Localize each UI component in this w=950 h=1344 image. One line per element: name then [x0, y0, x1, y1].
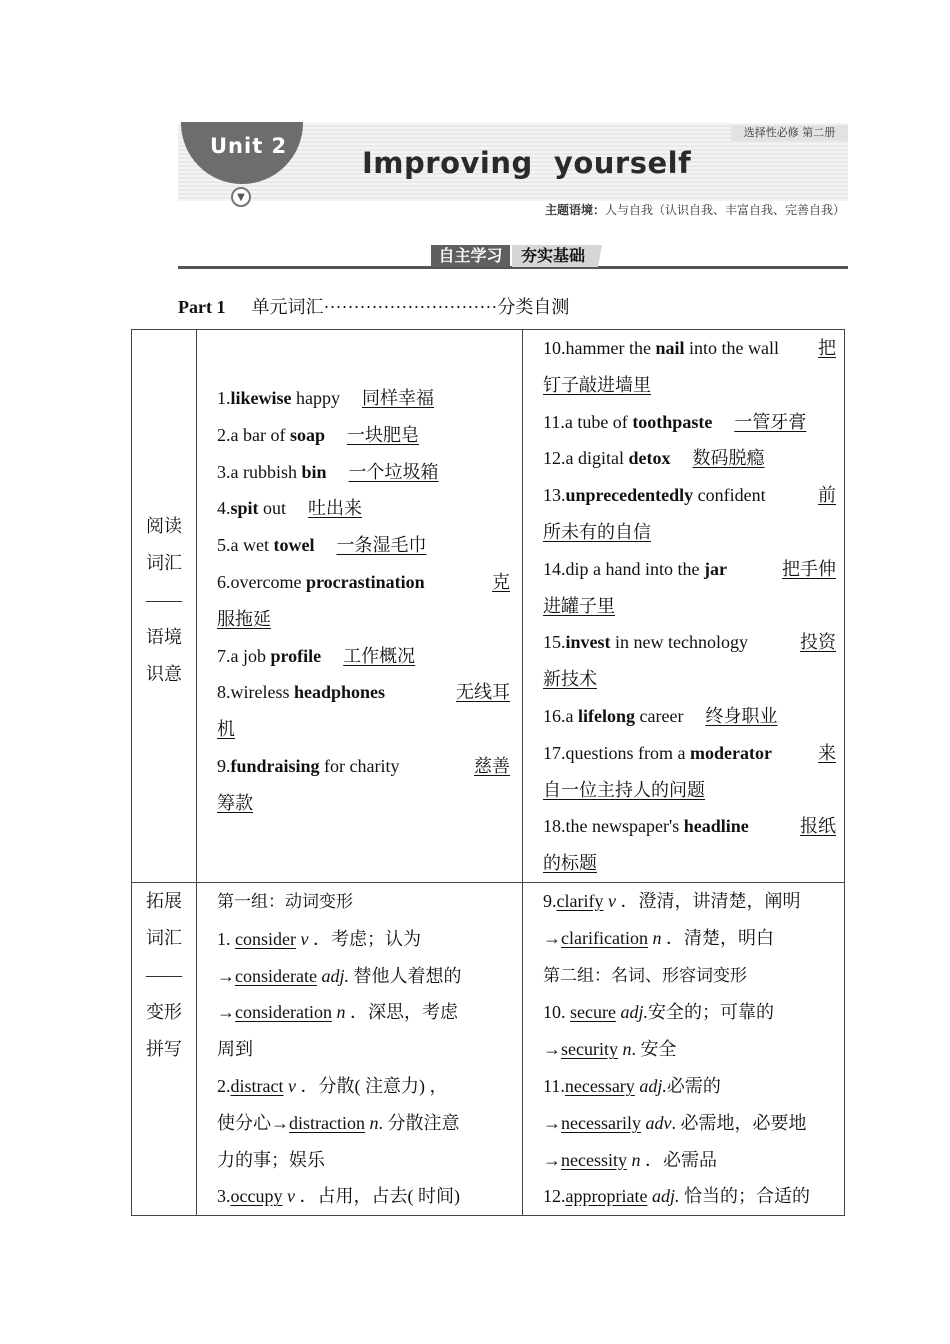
answer-text: 无线耳 [456, 682, 510, 703]
item-suffix: in new technology [610, 632, 748, 653]
answer-text: 数码脱瘾 [692, 448, 765, 469]
part-label: Part 1 [178, 297, 226, 317]
leader-dots: ····························· [323, 297, 498, 317]
item-prefix: 8.wireless [217, 682, 294, 703]
item-prefix: 14.dip a hand into the [543, 558, 704, 579]
item-prefix: 12.a digital [543, 448, 629, 469]
item-prefix: 9. [217, 755, 231, 776]
arrow-icon: → [217, 1002, 235, 1023]
answer-word: necessarily [561, 1112, 641, 1133]
arrow-icon: → [543, 1149, 561, 1170]
vocab-word: towel [273, 535, 315, 556]
answer-word: necessary [564, 1075, 635, 1096]
item-number: 1. [217, 928, 235, 949]
answer-text: 新技术 [543, 669, 597, 690]
item-prefix: 6.overcome [217, 571, 306, 592]
definition: ．分散( 注意力) ， [300, 1075, 448, 1096]
part-of-speech: n [369, 1112, 379, 1133]
category-extension [132, 882, 197, 1215]
list-item [531, 551, 836, 588]
answer-word: security [561, 1039, 618, 1060]
answer-word: consider [235, 928, 296, 949]
item-suffix: happy [291, 388, 340, 408]
part-of-speech: v [300, 928, 309, 949]
part-text: 单元词汇 [251, 297, 324, 317]
arrow-icon: → [543, 1112, 561, 1133]
part-of-speech: adj. [321, 965, 349, 986]
item-prefix: 11.a tube of [543, 411, 633, 432]
answer-text: 钉子敲进墙里 [543, 374, 651, 395]
answer-text: 克 [492, 571, 510, 592]
reading-right-column [523, 330, 845, 883]
item-number: 11. [543, 1075, 565, 1096]
category-text: 变形 [146, 1001, 182, 1022]
list-item [205, 1105, 510, 1142]
category-text: 语境 [146, 627, 182, 647]
vocab-word: soap [289, 424, 325, 445]
list-item [531, 957, 836, 995]
answer-text: 把手伸 [782, 558, 836, 579]
vocab-word: likewise [230, 388, 292, 408]
list-item [205, 564, 510, 601]
vocab-word: jar [703, 558, 727, 579]
list-item [531, 477, 836, 514]
chevron-down-icon: ▼ [231, 187, 251, 207]
section-label-right: 夯实基础 [512, 245, 594, 267]
list-item-continued [531, 367, 836, 404]
answer-word: considerate [235, 965, 317, 986]
vocab-word: moderator [689, 742, 772, 763]
answer-text: 一条湿毛巾 [336, 535, 427, 556]
answer-word: occupy [230, 1186, 283, 1207]
part-of-speech: v [607, 890, 616, 911]
part-of-speech: adj. [639, 1075, 667, 1096]
part-of-speech: v [287, 1075, 296, 1096]
definition: ．必需品 [644, 1149, 717, 1170]
extension-left-column [197, 882, 523, 1215]
vocab-word: headphones [293, 682, 386, 703]
vocab-word: lifelong [578, 705, 635, 726]
item-prefix: 1. [217, 388, 231, 408]
list-item [531, 920, 836, 957]
answer-text: 报纸 [800, 816, 836, 837]
vocab-word: profile [270, 645, 322, 666]
answer-text: 机 [217, 719, 235, 740]
list-item [531, 698, 836, 735]
item-prefix: 2.a bar of [217, 424, 290, 445]
answer-text: 来 [818, 742, 836, 763]
definition: . 分散注意 [378, 1112, 460, 1133]
list-item [531, 994, 836, 1031]
list-item [205, 1031, 510, 1068]
list-item [205, 748, 510, 785]
list-item [205, 454, 510, 491]
part-heading [178, 293, 569, 319]
list-item [205, 380, 510, 417]
item-prefix: 15. [543, 632, 566, 653]
table-row-extension [132, 882, 845, 1215]
answer-text: 工作概况 [343, 645, 416, 666]
category-text: 拼写 [146, 1038, 182, 1059]
list-item [531, 440, 836, 477]
list-item-continued [531, 514, 836, 551]
item-suffix: career [635, 705, 684, 726]
unit-label: Unit 2 [210, 134, 288, 158]
item-number: 3. [217, 1186, 231, 1207]
part-of-speech: adj. [620, 1002, 648, 1023]
list-item [531, 404, 836, 441]
list-item-continued [531, 588, 836, 625]
answer-word: secure [570, 1002, 616, 1023]
answer-word: clarification [561, 927, 648, 948]
table-row-reading [132, 330, 845, 883]
item-suffix: out [258, 498, 287, 519]
theme-text: 人与自我（认识自我、丰富自我、完善自我） [604, 203, 845, 217]
answer-word: necessity [561, 1149, 627, 1170]
answer-word: consideration [235, 1002, 332, 1023]
extension-right-column [523, 882, 845, 1215]
item-prefix: 7.a job [217, 645, 271, 666]
definition: ．清楚，明白 [665, 927, 774, 948]
answer-text: 服拖延 [217, 608, 271, 629]
part-of-speech: n [336, 1002, 346, 1023]
definition: ．占用，占去( 时间) [299, 1186, 460, 1207]
item-number: 10. [543, 1002, 570, 1023]
item-prefix: 10.hammer the [543, 338, 656, 358]
arrow-icon: → [543, 927, 561, 948]
item-prefix: 5.a wet [217, 535, 274, 556]
answer-text: 投资 [800, 632, 836, 653]
part-of-speech: adj. [651, 1186, 680, 1207]
category-text: —— [146, 590, 182, 610]
item-number: 12. [543, 1186, 566, 1207]
list-item [205, 1142, 510, 1179]
answer-text: 所未有的自信 [543, 521, 651, 542]
item-suffix: into the wall [684, 338, 779, 358]
item-prefix: 16.a [543, 705, 578, 726]
answer-word: distract [230, 1075, 284, 1096]
list-item-continued [531, 772, 836, 809]
list-item [205, 994, 510, 1031]
list-item [531, 1068, 836, 1105]
answer-text: 一个垃圾箱 [348, 461, 439, 482]
item-number: 9. [543, 890, 557, 911]
item-number: 2. [217, 1075, 231, 1096]
book-tag: 选择性必修 第二册 [731, 125, 848, 141]
list-item [531, 1031, 836, 1068]
answer-text: 的标题 [543, 853, 597, 874]
definition: 力的事；娱乐 [217, 1149, 325, 1170]
vocab-word: procrastination [305, 571, 425, 592]
arrow-icon: → [543, 1039, 561, 1060]
list-item [531, 735, 836, 772]
vocab-word: fundraising [230, 755, 320, 776]
category-text: 阅读 [146, 516, 182, 536]
vocab-word: unprecedentedly [565, 485, 694, 506]
answer-word: clarify [556, 890, 604, 911]
answer-text: 前 [818, 485, 836, 506]
item-prefix: 18.the newspaper's [543, 816, 684, 837]
answer-text: 一块肥皂 [346, 424, 419, 445]
page-title: Improving yourself [362, 146, 692, 180]
vocab-table [131, 329, 845, 1216]
group-heading: 第二组：名词、形容词变形 [543, 965, 747, 986]
answer-text: 吐出来 [308, 498, 363, 519]
answer-text: 慈善 [474, 755, 510, 776]
vocab-word: toothpaste [632, 411, 713, 432]
list-item [531, 624, 836, 661]
answer-text: 把 [818, 338, 836, 358]
answer-text: 终身职业 [705, 705, 778, 726]
list-item-continued [205, 785, 510, 822]
answer-word: distraction [289, 1112, 365, 1133]
category-reading [132, 330, 197, 883]
answer-text: 一管牙膏 [734, 411, 807, 432]
category-text: 词汇 [146, 553, 182, 573]
theme-label: 主题语境： [544, 203, 605, 217]
part-of-speech: n [652, 927, 662, 948]
list-item [531, 883, 836, 920]
definition: 使分心→ [217, 1112, 289, 1133]
list-item-continued [531, 845, 836, 882]
definition: 周到 [217, 1039, 253, 1060]
vocab-word: headline [683, 816, 749, 837]
item-prefix: 17.questions from a [543, 742, 690, 763]
part-tail: 分类自测 [497, 297, 570, 317]
answer-text: 进罐子里 [543, 595, 615, 616]
answer-word: appropriate [565, 1186, 648, 1207]
definition: 恰当的；合适的 [679, 1186, 810, 1207]
vocab-word: invest [565, 632, 611, 653]
definition: 替他人着想的 [348, 965, 462, 986]
list-item-continued [205, 711, 510, 748]
category-text: 识意 [146, 664, 182, 684]
section-tab-tail [594, 245, 606, 267]
definition: ．深思，考虑 [349, 1002, 458, 1023]
definition: 必需的 [666, 1075, 721, 1096]
list-item [205, 883, 510, 921]
category-text: 词汇 [146, 927, 182, 948]
vocab-word: detox [628, 448, 671, 469]
category-text: 拓展 [146, 890, 182, 911]
group-heading: 第一组：动词变形 [217, 891, 353, 912]
list-item [205, 1068, 510, 1105]
part-of-speech: n [622, 1039, 632, 1060]
vocab-word: spit [230, 498, 259, 519]
list-item [531, 330, 836, 367]
item-suffix: confident [693, 485, 766, 506]
definition: 安全的；可靠的 [647, 1002, 774, 1023]
list-item [531, 1142, 836, 1179]
list-item [531, 1105, 836, 1142]
list-item [205, 1178, 510, 1215]
list-item-continued [531, 661, 836, 698]
item-prefix: 3.a rubbish [217, 461, 302, 482]
part-of-speech: v [286, 1186, 295, 1207]
definition: . 必需地，必要地 [671, 1112, 807, 1133]
answer-text: 筹款 [217, 792, 253, 813]
reading-left-column [197, 330, 523, 883]
part-of-speech: n [631, 1149, 641, 1170]
item-prefix: 13. [543, 485, 566, 506]
answer-text: 自一位主持人的问题 [543, 779, 705, 800]
item-suffix: for charity [319, 755, 400, 776]
list-item [205, 527, 510, 564]
part-of-speech: adv [645, 1112, 672, 1133]
list-item [205, 958, 510, 995]
list-item [205, 921, 510, 958]
definition: ．考虑；认为 [312, 928, 421, 949]
list-item [531, 808, 836, 845]
answer-text: 同样幸福 [362, 388, 434, 408]
list-item [531, 1178, 836, 1215]
list-item [205, 490, 510, 527]
list-item-continued [205, 601, 510, 638]
theme-line [545, 201, 845, 218]
arrow-icon: → [217, 965, 235, 986]
list-item [205, 638, 510, 675]
definition: . 安全 [631, 1039, 677, 1060]
list-item [205, 417, 510, 454]
section-label-left: 自主学习 [431, 245, 510, 267]
category-text: —— [146, 964, 182, 985]
vocab-word: nail [655, 338, 685, 358]
definition: ．澄清，讲清楚，阐明 [620, 890, 801, 911]
list-item [205, 674, 510, 711]
item-prefix: 4. [217, 498, 231, 519]
vocab-word: bin [301, 461, 327, 482]
